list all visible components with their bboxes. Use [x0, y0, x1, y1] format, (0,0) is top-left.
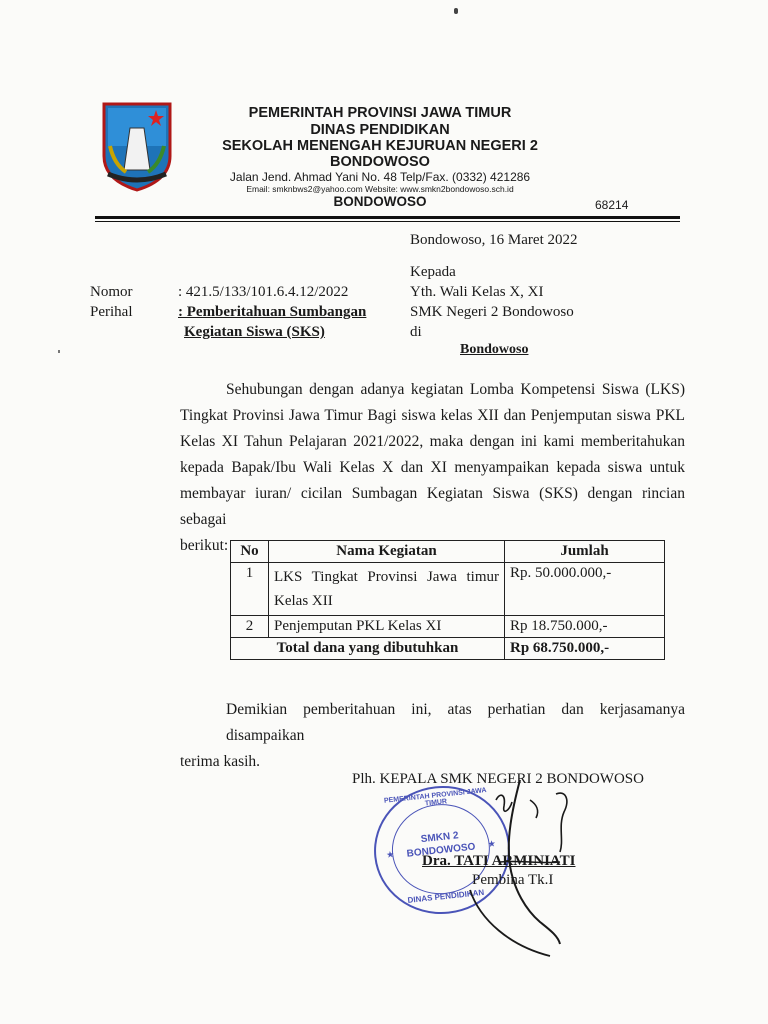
rincian-table — [230, 540, 665, 660]
header-line-1: PEMERINTAH PROVINSI JAWA TIMUR — [248, 105, 512, 121]
table-header-row — [231, 541, 665, 563]
stamp-star-icon: ★ — [385, 849, 395, 860]
to-line-2: SMK Negeri 2 Bondowoso — [410, 304, 574, 320]
body-paragraph — [180, 377, 685, 403]
table-cell-name-line-2: Kelas XII — [274, 593, 333, 609]
nomor-label: Nomor — [90, 284, 133, 300]
signatory-rank: Pembina Tk.I — [472, 872, 554, 888]
stamp-ring-bottom-text: DINAS PENDIDIKAN — [407, 887, 485, 905]
header-line-2: DINAS PENDIDIKAN — [310, 122, 450, 138]
table-cell-amount: Rp. 50.000.000,- — [505, 563, 665, 616]
table-cell-no: 2 — [231, 616, 269, 638]
header-divider-thin — [95, 221, 680, 222]
header-postal-code: 68214 — [595, 198, 629, 212]
table-total-label: Total dana yang dibutuhkan — [231, 638, 505, 660]
table-header-amount: Jumlah — [505, 541, 665, 563]
table-total-amount: Rp 68.750.000,- — [505, 638, 665, 660]
header-email: Email: smknbws2@yahoo.com Website: www.smkn2bondowoso.sch.id — [246, 184, 514, 194]
perihal-label: Perihal — [90, 304, 133, 320]
table-cell-amount: Rp 18.750.000,- — [505, 616, 665, 638]
rincian-table-wrap — [230, 540, 665, 660]
table-cell-name-line-1: LKS Tingkat Provinsi Jawa timur — [274, 569, 499, 585]
stamp-center-line-1: SMKN 2 — [420, 830, 460, 846]
table-total-row — [231, 638, 665, 660]
table-header-no: No — [231, 541, 269, 563]
signature-title: Plh. KEPALA SMK NEGERI 2 BONDOWOSO — [352, 771, 644, 787]
table-row — [231, 563, 665, 616]
to-line-3: di — [410, 324, 422, 340]
header-divider — [95, 216, 680, 219]
paragraph-line-6: berikut: — [180, 537, 229, 554]
paragraph-line-2: Tingkat Provinsi Jawa Timur Bagi siswa kelas XII dan Penjemputan siswa PKL — [180, 407, 685, 424]
paragraph-line-3: Kelas XI Tahun Pelajaran 2021/2022, maka dengan ini kami memberitahukan — [180, 433, 685, 450]
table-cell-name — [269, 563, 505, 616]
stamp-ring-top-text: PEMERINTAH PROVINSI JAWA TIMUR — [383, 787, 487, 808]
paragraph-line-1: Sehubungan dengan adanya kegiatan Lomba Kompetensi Siswa (LKS) — [226, 381, 685, 398]
to-line-1: Yth. Wali Kelas X, XI — [410, 284, 544, 300]
closing-line-1: Demikian pemberitahuan ini, atas perhatian dan kerjasamanya disampaikan — [226, 701, 685, 744]
nomor-value: : 421.5/133/101.6.4.12/2022 — [178, 284, 349, 300]
closing-paragraph — [180, 697, 685, 775]
body-paragraph-rest — [180, 403, 685, 559]
stamp-center-line-2: BONDOWOSO — [406, 841, 476, 860]
table-header-name: Nama Kegiatan — [269, 541, 505, 563]
table-cell-no: 1 — [231, 563, 269, 616]
table-row — [231, 616, 665, 638]
perihal-value-2: Kegiatan Siswa (SKS) — [184, 324, 325, 340]
perihal-value-1: : Pemberitahuan Sumbangan — [178, 304, 367, 320]
scan-mark — [454, 8, 458, 14]
table-cell-name: Penjemputan PKL Kelas XI — [269, 616, 505, 638]
stamp-star-icon: ★ — [487, 838, 497, 850]
header-line-3: SEKOLAH MENENGAH KEJURUAN NEGERI 2 — [222, 138, 538, 154]
letter-date: Bondowoso, 16 Maret 2022 — [410, 232, 578, 248]
paragraph-line-4: kepada Bapak/Ibu Wali Kelas X dan XI menyampaikan kepada siswa untuk — [180, 459, 685, 476]
header-city: BONDOWOSO — [333, 194, 427, 209]
to-city: Bondowoso — [460, 342, 529, 357]
to-label: Kepada — [410, 264, 456, 280]
header-address: Jalan Jend. Ahmad Yani No. 48 Telp/Fax. (0332) 421286 — [229, 170, 531, 184]
closing-line-2: terima kasih. — [180, 753, 261, 770]
scan-mark — [58, 350, 60, 353]
paragraph-line-5: membayar iuran/ cicilan Sumbagan Kegiatan Siswa (SKS) dengan rincian sebagai — [180, 485, 685, 528]
header-line-4: BONDOWOSO — [330, 154, 430, 170]
signatory-name: Dra. TATI ARMINIATI — [422, 853, 576, 869]
